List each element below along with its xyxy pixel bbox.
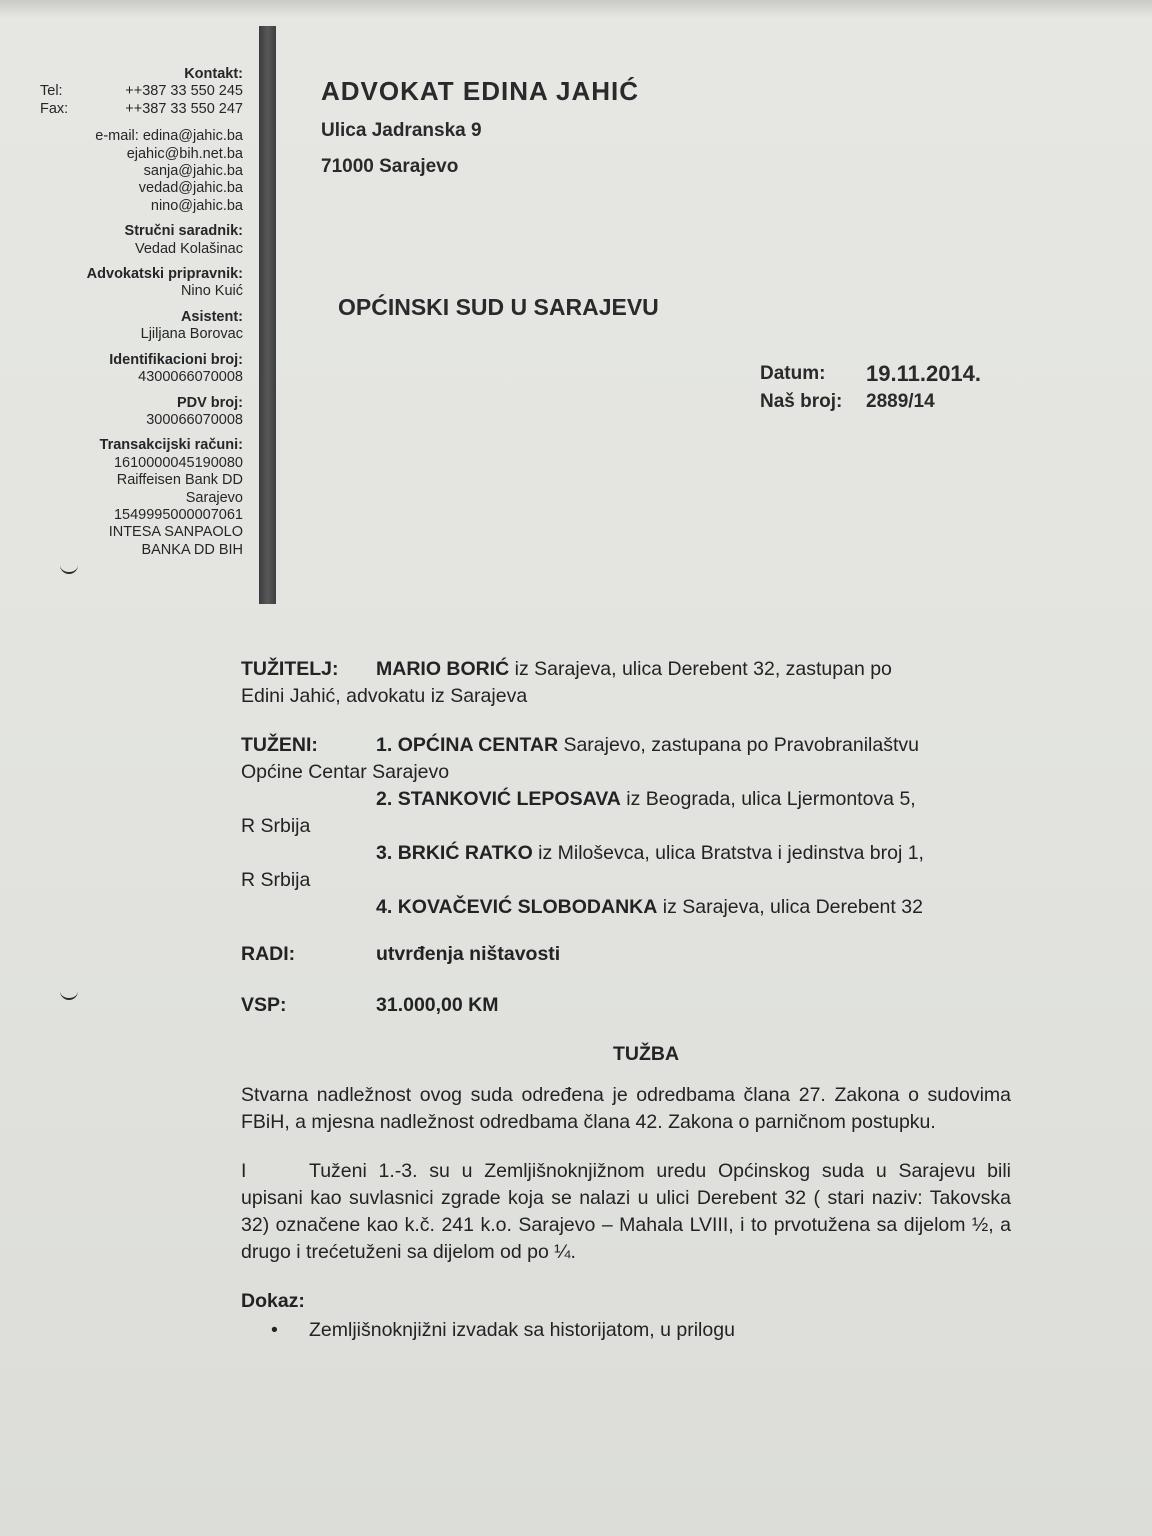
section-value: Raiffeisen Bank DD [116, 472, 243, 489]
defendant-num: 1. [376, 734, 398, 756]
tel-number: ++387 33 550 245 [125, 83, 243, 100]
section-label: PDV broj: [176, 394, 243, 411]
tel-label: Tel: [40, 83, 63, 100]
evidence-text: Zemljišnoknjižni izvadak sa historijatom, u prilogu [309, 1319, 735, 1341]
plaintiff-block [241, 656, 1011, 710]
ref-value: 2889/14 [866, 391, 935, 412]
jurisdiction-paragraph: Stvarna nadležnost ovog suda određena je odredbama člana 27. Zakona o sudovima FBiH, a mjesna nadležnost odredbama člana 42. Zakona o parničnom postupku. [241, 1084, 1011, 1133]
section-value: INTESA SANPAOLO [108, 524, 243, 541]
evidence-item [241, 1317, 1011, 1344]
defendant-address: iz Beograda, ulica Ljermontova 5, [620, 788, 916, 810]
defendant-name: STANKOVIĆ LEPOSAVA [397, 788, 621, 810]
email-line: sanja@jahic.ba [143, 163, 243, 180]
section-value: Ljiljana Borovac [140, 326, 243, 343]
email-line: nino@jahic.ba [150, 197, 243, 214]
date-label: Datum: [760, 363, 826, 384]
section-label: Advokatski pripravnik: [86, 266, 243, 283]
firm-street: Ulica Jadranska 9 [321, 120, 482, 141]
bullet-icon: • [271, 1319, 278, 1341]
tel-line [40, 83, 243, 100]
section-value: Vedad Kolašinac [134, 240, 243, 257]
defendant-address: iz Sarajeva, ulica Derebent 32 [657, 896, 923, 918]
contact-sidebar [40, 66, 243, 559]
defendants-label: TUŽENI: [241, 734, 318, 756]
defendant-num: 3. [376, 842, 398, 864]
section-value: 4300066070008 [138, 369, 243, 386]
defendant-cont: R Srbija [241, 869, 311, 891]
section-value: Sarajevo [185, 489, 243, 506]
contact-label: Kontakt: [184, 66, 243, 82]
section-value: BANKA DD BIH [141, 541, 243, 558]
section-label: Transakcijski računi: [99, 437, 243, 454]
section-one-text: Tuženi 1.-3. su u Zemljišnoknjižnom uredu Općinskog suda u Sarajevu bili upisani kao suvlasnici zgrade koja se nalazi u ulici Derebent 32 ( stari naziv: Takovska 32) označene kao k.č. 241 k.o. Sarajevo – Mahala LVIII, i to prvotužena sa dijelom ½, a drugo i trećetuženi sa dijelom od po ¼. [241, 1160, 1011, 1263]
defendant-cont: R Srbija [241, 815, 311, 837]
email-line: e-mail: edina@jahic.ba [95, 128, 243, 145]
defendant-num: 4. [376, 896, 398, 918]
date-value: 19.11.2014. [866, 361, 982, 386]
section-label: Stručni saradnik: [124, 223, 243, 240]
defendant-item [241, 894, 1011, 921]
defendant-name: KOVAČEVIĆ SLOBODANKA [397, 896, 658, 918]
ref-label: Naš broj: [760, 391, 843, 412]
section-numeral: I [241, 1160, 247, 1182]
plaintiff-address: iz Sarajeva, ulica Derebent 32, zastupan po [509, 658, 892, 680]
section-one-paragraph [241, 1158, 1011, 1266]
section-label: Identifikacioni broj: [109, 351, 243, 368]
court-name: OPĆINSKI SUD U SARAJEVU [338, 294, 659, 320]
vsp-label: VSP: [241, 994, 287, 1016]
evidence-label: Dokaz: [241, 1290, 305, 1312]
fax-number: ++387 33 550 247 [125, 100, 243, 117]
defendant-item [241, 786, 1011, 813]
defendant-num: 2. [376, 788, 398, 810]
radi-row [241, 941, 1011, 968]
date-row [760, 360, 981, 388]
defendant-address: Sarajevo, zastupana po Pravobranilaštvu [558, 734, 920, 756]
email-list [40, 128, 243, 215]
defendant-item [241, 840, 1011, 867]
section-value: 300066070008 [146, 411, 243, 428]
defendant-name: OPĆINA CENTAR [397, 734, 559, 756]
document-title: TUŽBA [612, 1043, 680, 1065]
email-line: ejahic@bih.net.ba [126, 145, 243, 162]
ref-row [760, 388, 981, 416]
plaintiff-name: MARIO BORIĆ [376, 658, 510, 680]
defendant-item [241, 732, 1011, 759]
vsp-row [241, 992, 1011, 1019]
section-value: 1610000045190080 [113, 454, 243, 471]
vertical-divider-bar [259, 26, 276, 604]
defendant-name: BRKIĆ RATKO [397, 842, 533, 864]
section-value: 1549995000007061 [113, 506, 243, 523]
defendant-address: iz Miloševca, ulica Bratstva i jedinstva broj 1, [532, 842, 924, 864]
firm-name: ADVOKAT EDINA JAHIĆ [321, 76, 640, 106]
fax-line [40, 101, 243, 118]
plaintiff-label: TUŽITELJ: [241, 658, 339, 680]
document-body [241, 656, 1011, 1344]
fax-label: Fax: [40, 100, 69, 117]
section-label: Asistent: [180, 308, 243, 325]
plaintiff-representation: Edini Jahić, advokatu iz Sarajeva [241, 685, 528, 707]
plaintiff-line [241, 656, 1011, 683]
defendant-cont: Općine Centar Sarajevo [241, 761, 450, 783]
defendants-block [241, 732, 1011, 921]
radi-label: RADI: [241, 943, 296, 965]
pen-mark-icon [60, 990, 78, 1000]
section-value: Nino Kuić [180, 283, 243, 300]
pen-mark-icon [60, 564, 78, 574]
vsp-value: 31.000,00 KM [376, 994, 499, 1016]
document-meta [760, 360, 981, 416]
radi-value: utvrđenja ništavosti [376, 943, 561, 965]
email-line: vedad@jahic.ba [138, 180, 243, 197]
firm-city: 71000 Sarajevo [321, 156, 459, 177]
